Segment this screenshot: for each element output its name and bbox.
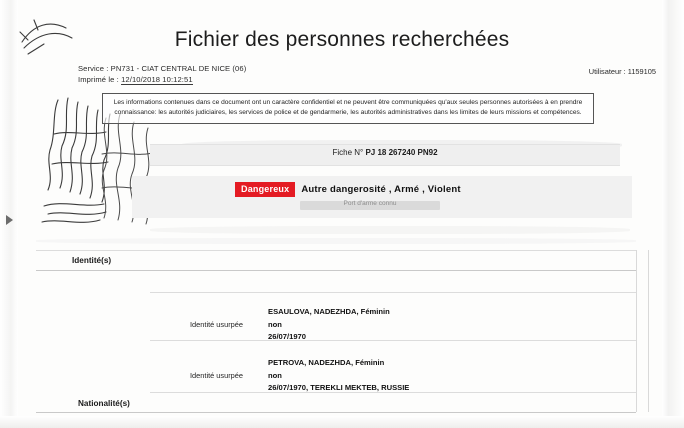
identity-1-alias: non bbox=[268, 319, 282, 329]
identity-2-values bbox=[268, 357, 409, 395]
service-meta bbox=[78, 64, 246, 73]
form-rule bbox=[150, 340, 636, 341]
page-marker-icon bbox=[6, 215, 13, 225]
section-title-identites: Identité(s) bbox=[72, 256, 112, 265]
scan-edge-left bbox=[0, 0, 18, 428]
form-rule bbox=[150, 292, 636, 293]
identity-2-alias: non bbox=[268, 370, 282, 380]
identity-1-name: ESAULOVA, NADEZHDA, Féminin bbox=[268, 307, 390, 316]
section-title-nationalites: Nationalité(s) bbox=[78, 399, 130, 408]
scan-smudge bbox=[36, 238, 636, 244]
form-rule bbox=[36, 250, 636, 251]
fiche-number bbox=[150, 148, 620, 157]
scan-edge-right bbox=[662, 0, 684, 428]
confidentiality-notice: Les informations contenues dans ce document ont un caractère confidentiel et ne peuvent être communiquées qu'aux seules personnes autorisées à en prendre connaissance: les autorités judiciaires, les services de police et de gendarmerie, les autorités administratives dans les limites de leurs missions et compétences. bbox=[102, 93, 594, 124]
identity-2-label: Identité usurpée bbox=[190, 371, 244, 380]
danger-description: Autre dangerosité , Armé , Violent bbox=[301, 184, 461, 195]
user-value: 1159105 bbox=[627, 67, 656, 76]
service-label: Service : bbox=[78, 64, 109, 73]
identity-1-birth: 26/07/1970 bbox=[268, 332, 307, 342]
danger-row bbox=[235, 182, 461, 197]
status-badge: Dangereux bbox=[235, 182, 295, 197]
printed-meta bbox=[78, 75, 193, 84]
page-title: Fichier des personnes recherchées bbox=[174, 28, 510, 51]
identity-1-values bbox=[268, 306, 390, 344]
form-column-divider bbox=[636, 250, 637, 412]
identity-2-birth: 26/07/1970, TEREKLI MEKTEB, RUSSIE bbox=[268, 383, 410, 393]
form-rule bbox=[36, 270, 636, 271]
form-column-divider bbox=[648, 250, 649, 412]
printed-value: 12/10/2018 10:12:51 bbox=[121, 75, 193, 84]
service-value: PN731 - CIAT CENTRAL DE NICE (06) bbox=[110, 64, 247, 73]
user-label: Utilisateur : bbox=[588, 67, 626, 76]
fiche-value: PJ 18 267240 PN92 bbox=[365, 148, 438, 157]
identity-2-name: PETROVA, NADEZHDA, Féminin bbox=[268, 358, 385, 367]
fiche-label: Fiche N° bbox=[332, 148, 364, 157]
scan-smudge bbox=[150, 226, 630, 234]
form-rule bbox=[36, 412, 636, 413]
identity-1-label: Identité usurpée bbox=[190, 320, 244, 329]
scan-edge-bottom bbox=[0, 416, 684, 428]
danger-subtext: Port d'arme connu bbox=[343, 200, 397, 207]
user-meta bbox=[589, 67, 656, 76]
printed-label: Imprimé le : bbox=[78, 75, 119, 84]
